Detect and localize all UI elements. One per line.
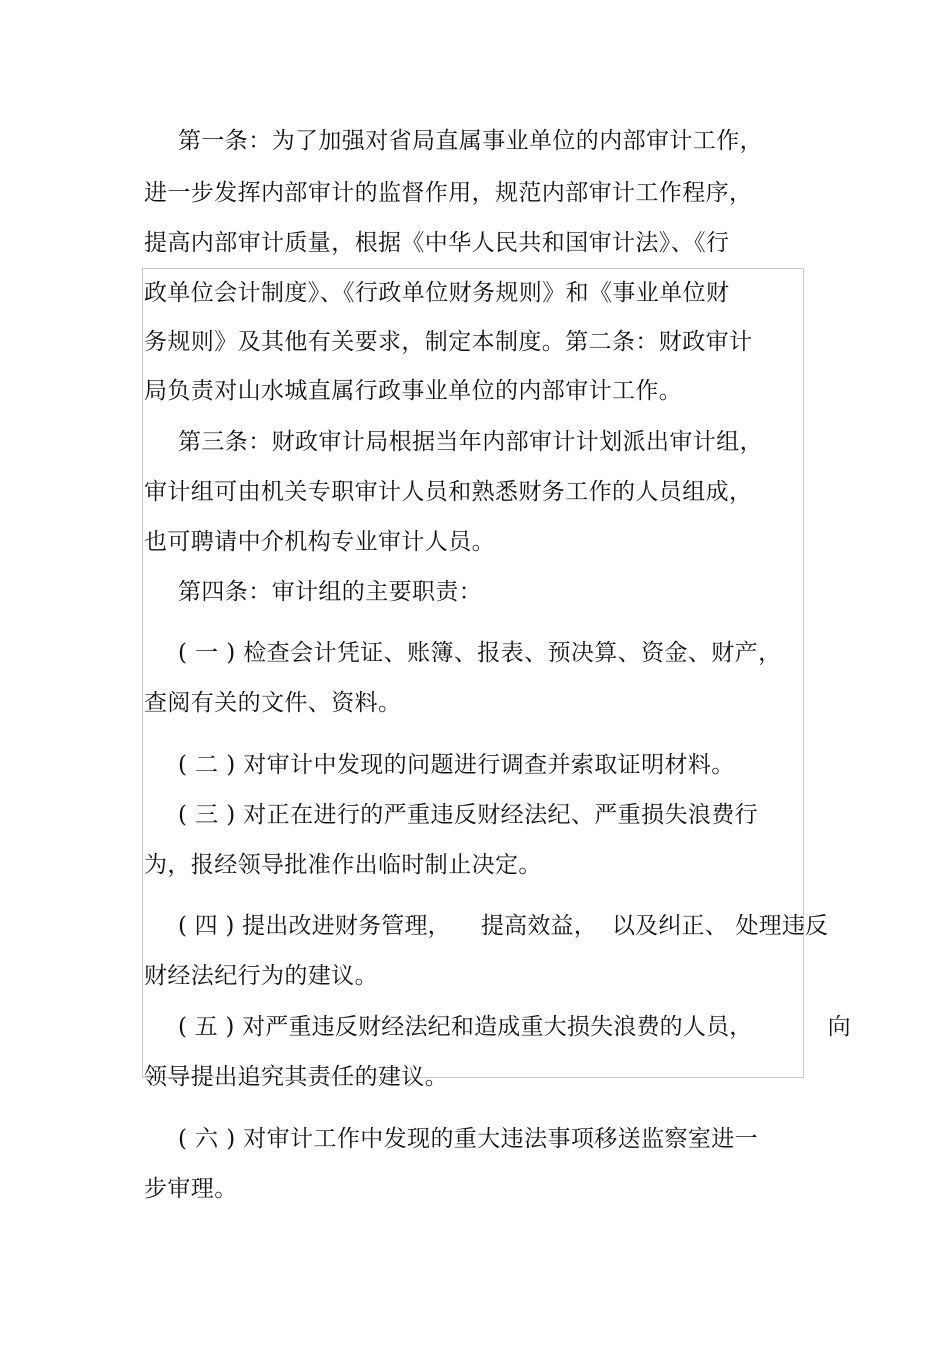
article-1-line-5: 务规则》及其他有关要求，制定本制度。第二条：财政审计 bbox=[144, 329, 753, 355]
duty-3-line-1: ( 三 ) 对正在进行的严重违反财经法纪、严重损失浪费行 bbox=[178, 802, 759, 828]
duty-1-line-1: ( 一 ) 检查会计凭证、账簿、报表、预决算、资金、财产， bbox=[178, 640, 782, 666]
article-3-line-3: 也可聘请中介机构专业审计人员。 bbox=[144, 529, 495, 555]
duty-3-line-2: 为，报经领导批准作出临时制止决定。 bbox=[144, 852, 542, 878]
article-3-line-2: 审计组可由机关专职审计人员和熟悉财务工作的人员组成， bbox=[144, 479, 753, 505]
article-1-line-2: 进一步发挥内部审计的监督作用，规范内部审计工作程序， bbox=[144, 180, 753, 206]
duty-4-line-1: ( 四 ) 提出改进财务管理， 提高效益， 以及纠正、 处理违反 bbox=[178, 913, 829, 939]
duty-4-line-2: 财经法纪行为的建议。 bbox=[144, 963, 378, 989]
article-1-line-1: 第一条：为了加强对省局直属事业单位的内部审计工作， bbox=[178, 128, 763, 154]
duty-5-line-2: 领导提出追究其责任的建议。 bbox=[144, 1064, 449, 1090]
duty-6-line-1: ( 六 ) 对审计工作中发现的重大违法事项移送监察室进一 bbox=[178, 1126, 759, 1152]
article-3-line-1: 第三条：财政审计局根据当年内部审计计划派出审计组， bbox=[178, 429, 763, 455]
article-1-line-4: 政单位会计制度》、《行政单位财务规则》和《事业单位财 bbox=[144, 280, 730, 306]
duty-2-line: ( 二 ) 对审计中发现的问题进行调查并索取证明材料。 bbox=[178, 752, 735, 778]
duty-5-line-1: ( 五 ) 对严重违反财经法纪和造成重大损失浪费的人员， 向 bbox=[178, 1014, 851, 1040]
article-1-line-3: 提高内部审计质量，根据《中华人民共和国审计法》、《行 bbox=[144, 230, 730, 256]
article-4-heading: 第四条：审计组的主要职责： bbox=[178, 579, 483, 605]
duty-6-line-2: 步审理。 bbox=[144, 1176, 238, 1202]
duty-1-line-2: 查阅有关的文件、资料。 bbox=[144, 690, 402, 716]
article-2-line: 局负责对山水城直属行政事业单位的内部审计工作。 bbox=[144, 378, 683, 404]
